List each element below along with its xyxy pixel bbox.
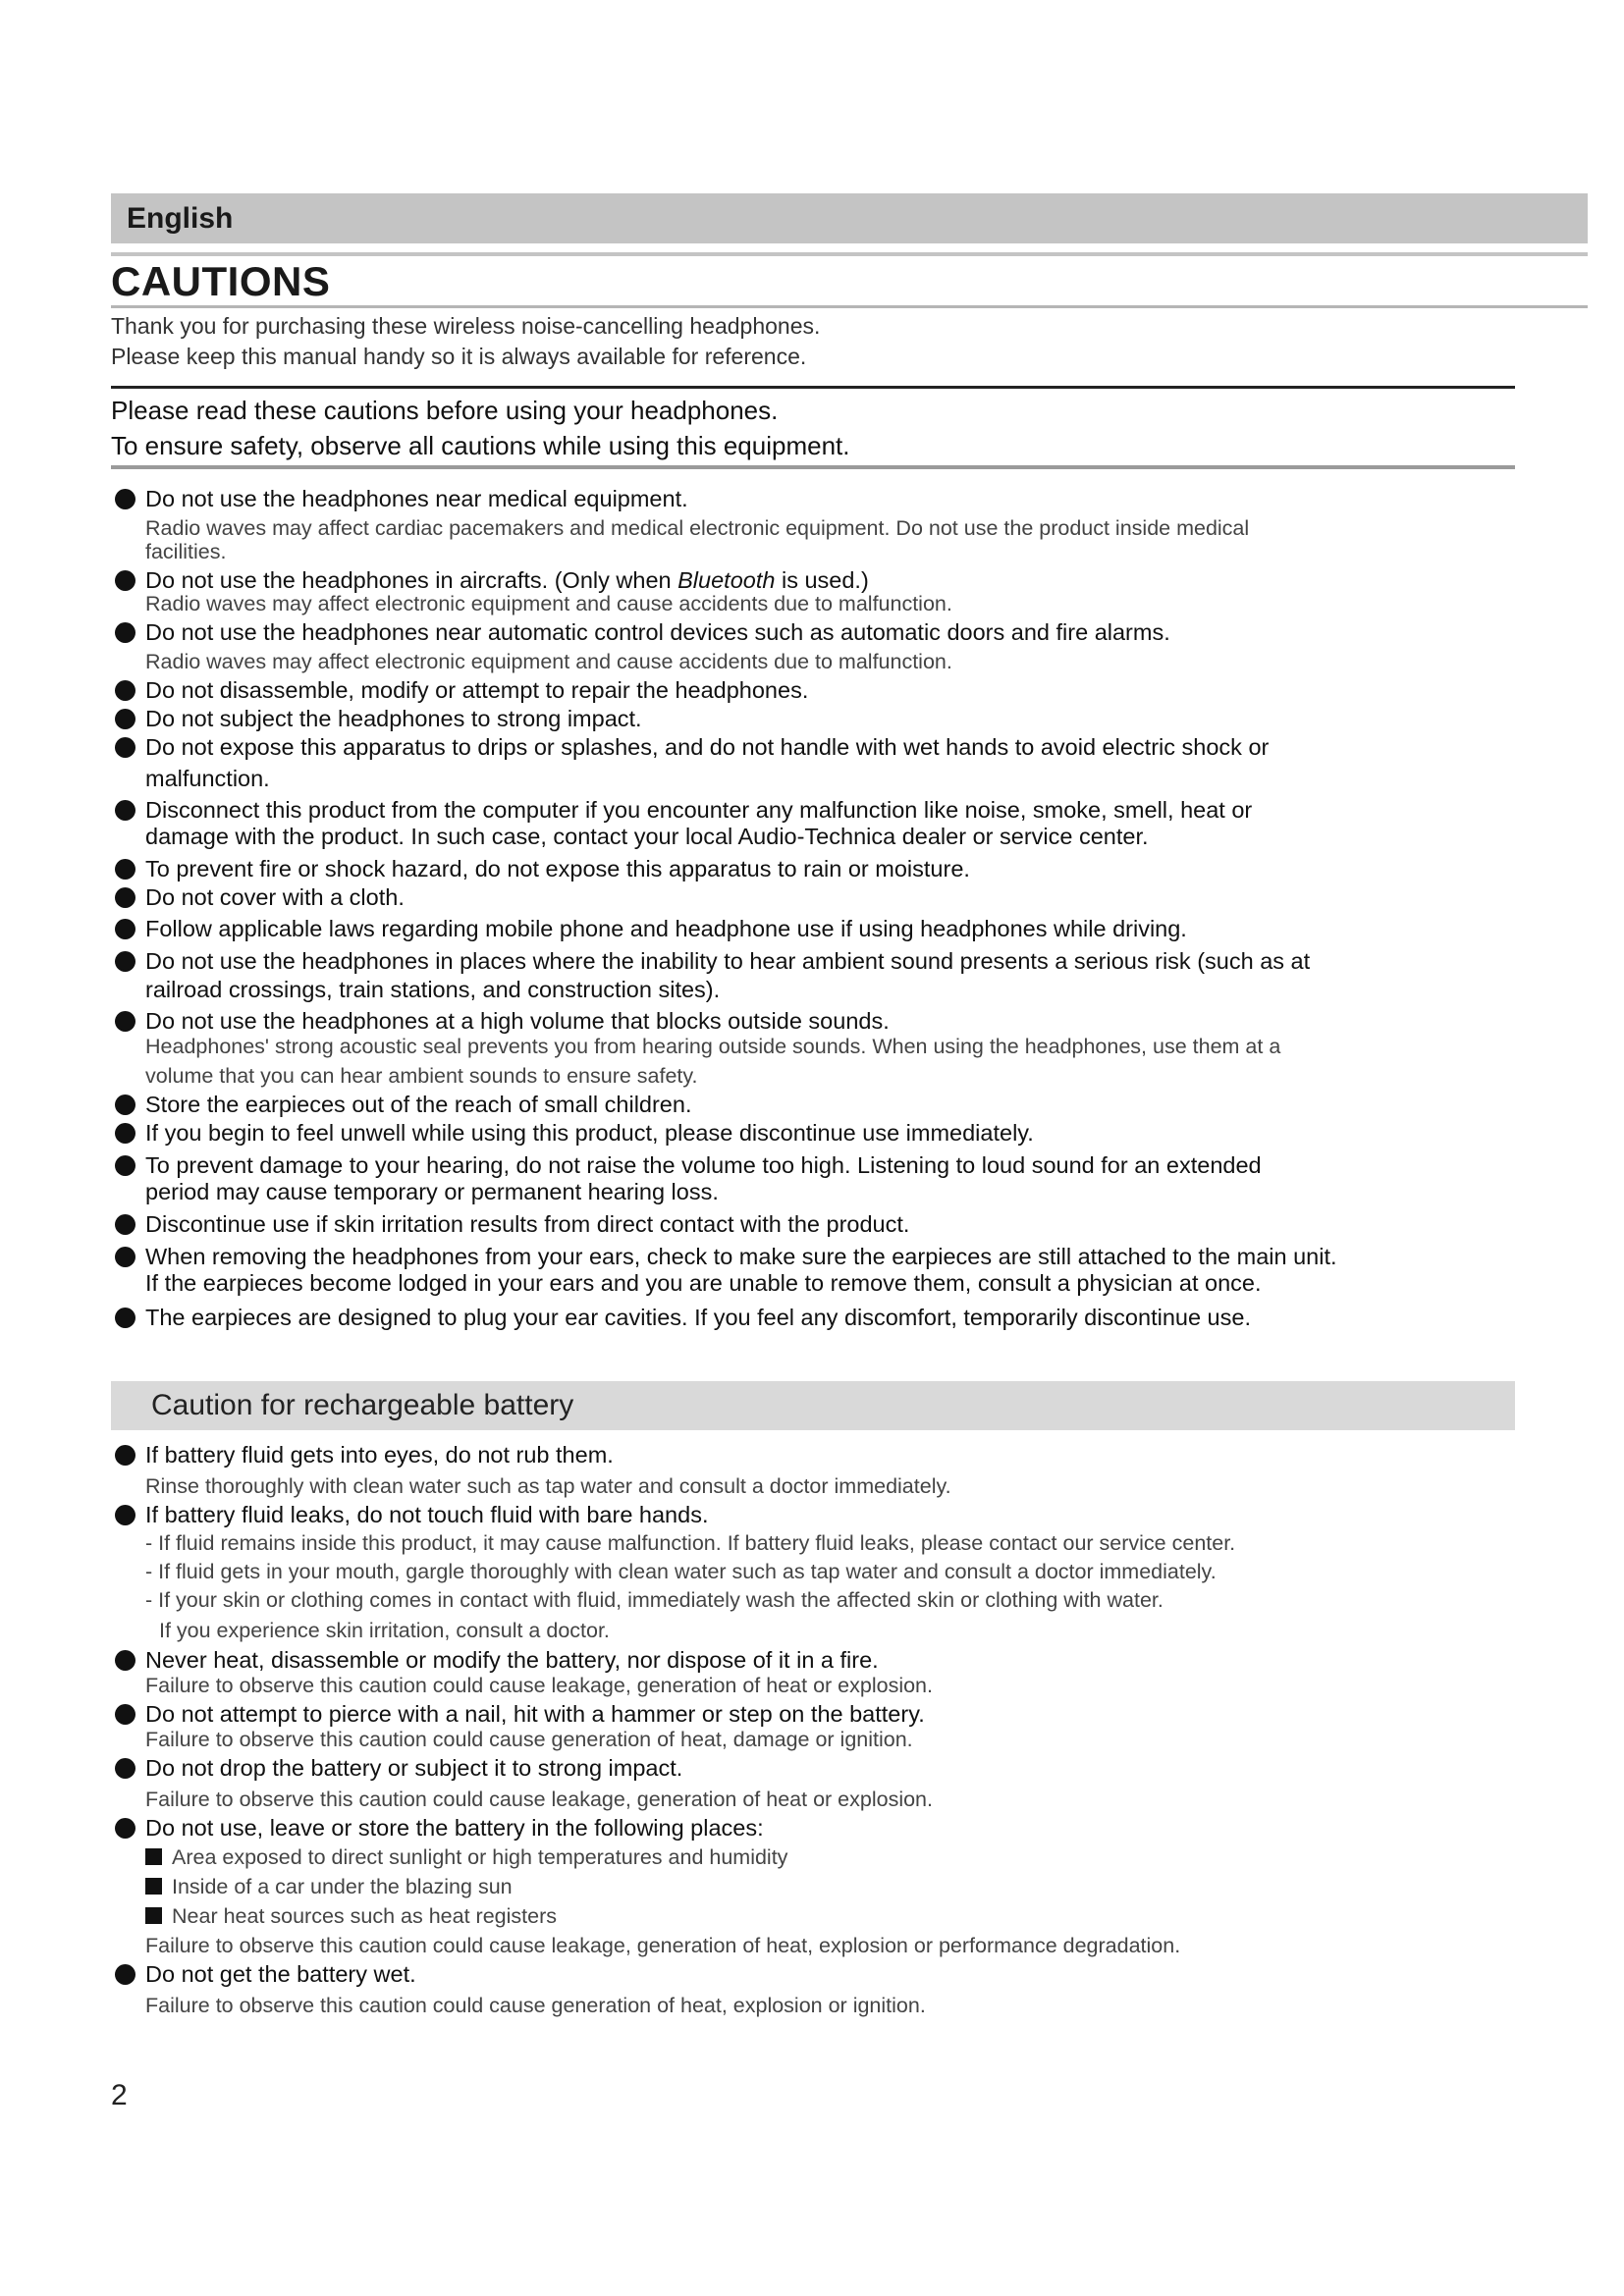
- list-item: [111, 1441, 1525, 1501]
- caution-heading: Do not expose this apparatus to drips or splashes, and do not handle with wet hands to avoid electric shock or: [145, 734, 1270, 760]
- place-item: [145, 1842, 1525, 1872]
- caution-heading: malfunction.: [145, 766, 270, 791]
- caution-heading-part: Do not use the headphones in aircrafts. (Only when: [145, 567, 678, 593]
- language-header: English: [111, 193, 1588, 243]
- important-top-rule: [111, 386, 1515, 389]
- list-item: [111, 485, 1525, 566]
- list-item: [111, 1501, 1525, 1646]
- bluetooth-term: Bluetooth: [677, 567, 776, 593]
- caution-heading: If battery fluid gets into eyes, do not rub them.: [145, 1442, 614, 1468]
- intro-line: Thank you for purchasing these wireless noise-cancelling headphones.: [111, 313, 821, 339]
- title-divider: [111, 305, 1588, 308]
- bullet-icon: [115, 1704, 135, 1725]
- place-text: Near heat sources such as heat registers: [172, 1904, 557, 1928]
- list-item: [111, 1091, 1525, 1119]
- cautions-list: [111, 485, 1525, 1332]
- caution-heading: Discontinue use if skin irritation results from direct contact with the product.: [145, 1211, 910, 1237]
- caution-heading: The earpieces are designed to plug your ear cavities. If you feel any discomfort, temporarily discontinue use.: [145, 1305, 1251, 1330]
- list-item: [111, 1007, 1525, 1091]
- caution-heading: Do not use the headphones at a high volume that blocks outside sounds.: [145, 1008, 890, 1034]
- caution-heading: When removing the headphones from your ears, check to make sure the earpieces are still attached to the main unit.: [145, 1244, 1337, 1269]
- list-item: [111, 855, 1525, 883]
- caution-heading: Do not use the headphones near medical equipment.: [145, 486, 688, 511]
- caution-detail: Radio waves may affect electronic equipment and cause accidents due to malfunction.: [145, 592, 952, 615]
- list-item: [111, 1119, 1525, 1148]
- list-item: [111, 705, 1525, 733]
- page-number: 2: [111, 2079, 128, 2111]
- important-bottom-rule: [111, 465, 1515, 469]
- important-line: Please read these cautions before using your headphones.: [111, 396, 779, 425]
- caution-detail: volume that you can hear ambient sounds to ensure safety.: [145, 1064, 698, 1088]
- bullet-icon: [115, 1214, 135, 1235]
- bullet-icon: [115, 951, 135, 972]
- caution-heading-part: is used.): [775, 567, 869, 593]
- list-item: [111, 883, 1525, 912]
- caution-heading: damage with the product. In such case, contact your local Audio-Technica dealer or service center.: [145, 824, 1149, 849]
- caution-detail: Failure to observe this caution could cause leakage, generation of heat, explosion or performance degradation.: [145, 1934, 1181, 1957]
- caution-heading: If battery fluid leaks, do not touch fluid with bare hands.: [145, 1502, 709, 1527]
- caution-heading: Do not cover with a cloth.: [145, 884, 405, 910]
- caution-detail: Failure to observe this caution could cause generation of heat, explosion or ignition.: [145, 1994, 926, 2017]
- list-item: [111, 618, 1525, 676]
- place-item: [145, 1872, 1525, 1901]
- bullet-icon: [115, 1818, 135, 1839]
- bullet-icon: [115, 1758, 135, 1779]
- caution-detail: facilities.: [145, 540, 227, 563]
- list-item: [111, 947, 1525, 1004]
- caution-detail: Failure to observe this caution could cause generation of heat, damage or ignition.: [145, 1728, 913, 1751]
- caution-detail: Failure to observe this caution could cause leakage, generation of heat or explosion.: [145, 1788, 933, 1811]
- language-divider: [111, 252, 1588, 256]
- square-bullet-icon: [145, 1878, 162, 1895]
- bullet-icon: [115, 1095, 135, 1115]
- caution-heading: Never heat, disassemble or modify the battery, nor dispose of it in a fire.: [145, 1647, 879, 1673]
- caution-heading: To prevent fire or shock hazard, do not expose this apparatus to rain or moisture.: [145, 856, 970, 881]
- place-text: Area exposed to direct sunlight or high temperatures and humidity: [172, 1845, 788, 1869]
- list-item: [111, 1151, 1525, 1206]
- caution-detail: If you experience skin irritation, consult a doctor.: [159, 1619, 610, 1642]
- caution-detail: Rinse thoroughly with clean water such as tap water and consult a doctor immediately.: [145, 1474, 951, 1498]
- bullet-icon: [115, 737, 135, 758]
- bullet-icon: [115, 1964, 135, 1985]
- caution-detail: Radio waves may affect electronic equipment and cause accidents due to malfunction.: [145, 650, 952, 673]
- bullet-icon: [115, 1650, 135, 1671]
- caution-detail: - If fluid remains inside this product, it may cause malfunction. If battery fluid leaks, please contact our service center.: [145, 1531, 1236, 1555]
- caution-heading: railroad crossings, train stations, and construction sites).: [145, 977, 721, 1002]
- bullet-icon: [115, 489, 135, 509]
- caution-heading: If the earpieces become lodged in your ears and you are unable to remove them, consult a physician at once.: [145, 1270, 1262, 1296]
- bullet-icon: [115, 859, 135, 880]
- bullet-icon: [115, 1445, 135, 1466]
- list-item: [111, 915, 1525, 943]
- caution-heading: To prevent damage to your hearing, do not raise the volume too high. Listening to loud sound for an extended: [145, 1152, 1262, 1178]
- important-line: To ensure safety, observe all cautions while using this equipment.: [111, 431, 850, 460]
- bullet-icon: [115, 709, 135, 729]
- caution-heading: Do not attempt to pierce with a nail, hit with a hammer or step on the battery.: [145, 1701, 925, 1727]
- bullet-icon: [115, 919, 135, 939]
- battery-cautions-list: [111, 1441, 1525, 2020]
- square-bullet-icon: [145, 1907, 162, 1924]
- caution-heading: Do not get the battery wet.: [145, 1961, 416, 1987]
- bullet-icon: [115, 800, 135, 821]
- list-item: [111, 1210, 1525, 1239]
- caution-heading: Do not subject the headphones to strong impact.: [145, 706, 642, 731]
- list-item: [111, 566, 1525, 618]
- bullet-icon: [115, 887, 135, 908]
- list-item: [111, 1243, 1525, 1298]
- list-item: [111, 796, 1525, 851]
- place-text: Inside of a car under the blazing sun: [172, 1875, 513, 1898]
- caution-detail: - If fluid gets in your mouth, gargle thoroughly with clean water such as tap water and consult a doctor immediately.: [145, 1560, 1217, 1583]
- place-item: [145, 1901, 1525, 1931]
- list-item: [111, 1646, 1525, 1700]
- page-title: CAUTIONS: [111, 258, 331, 304]
- caution-heading: Do not drop the battery or subject it to strong impact.: [145, 1755, 683, 1781]
- caution-detail: Headphones' strong acoustic seal prevents you from hearing outside sounds. When using the headphones, use them at a: [145, 1035, 1281, 1058]
- list-item: [111, 1304, 1525, 1332]
- caution-heading: Store the earpieces out of the reach of small children.: [145, 1092, 692, 1117]
- caution-detail: - If your skin or clothing comes in contact with fluid, immediately wash the affected skin or clothing with water.: [145, 1588, 1164, 1612]
- bullet-icon: [115, 1123, 135, 1144]
- bullet-icon: [115, 1505, 135, 1525]
- caution-heading: If you begin to feel unwell while using this product, please discontinue use immediately.: [145, 1120, 1034, 1146]
- bullet-icon: [115, 570, 135, 591]
- important-notice: [111, 393, 850, 463]
- caution-heading: Do not use the headphones in places where the inability to hear ambient sound presents a serious risk (such as at: [145, 948, 1311, 974]
- bullet-icon: [115, 1011, 135, 1032]
- caution-detail: Failure to observe this caution could cause leakage, generation of heat or explosion.: [145, 1674, 933, 1697]
- list-item: [111, 1814, 1525, 1960]
- bullet-icon: [115, 1308, 135, 1328]
- list-item: [111, 1754, 1525, 1814]
- list-item: [111, 1700, 1525, 1754]
- battery-section-title: Caution for rechargeable battery: [111, 1381, 1515, 1430]
- bullet-icon: [115, 1247, 135, 1267]
- caution-heading: period may cause temporary or permanent hearing loss.: [145, 1179, 719, 1204]
- bullet-icon: [115, 680, 135, 701]
- caution-heading: Disconnect this product from the computer if you encounter any malfunction like noise, smoke, smell, heat or: [145, 797, 1253, 823]
- bullet-icon: [115, 1155, 135, 1176]
- caution-heading: Do not use the headphones near automatic control devices such as automatic doors and fire alarms.: [145, 619, 1170, 645]
- square-bullet-icon: [145, 1848, 162, 1865]
- caution-detail: Radio waves may affect cardiac pacemakers and medical electronic equipment. Do not use the product inside medical: [145, 516, 1250, 540]
- intro-text: [111, 311, 820, 372]
- caution-heading: Do not disassemble, modify or attempt to repair the headphones.: [145, 677, 809, 703]
- bullet-icon: [115, 622, 135, 643]
- list-item: [111, 733, 1525, 796]
- list-item: [111, 676, 1525, 705]
- intro-line: Please keep this manual handy so it is always available for reference.: [111, 344, 807, 369]
- list-item: [111, 1960, 1525, 2020]
- caution-heading: Do not use, leave or store the battery in the following places:: [145, 1815, 764, 1841]
- caution-heading: Follow applicable laws regarding mobile phone and headphone use if using headphones while driving.: [145, 916, 1187, 941]
